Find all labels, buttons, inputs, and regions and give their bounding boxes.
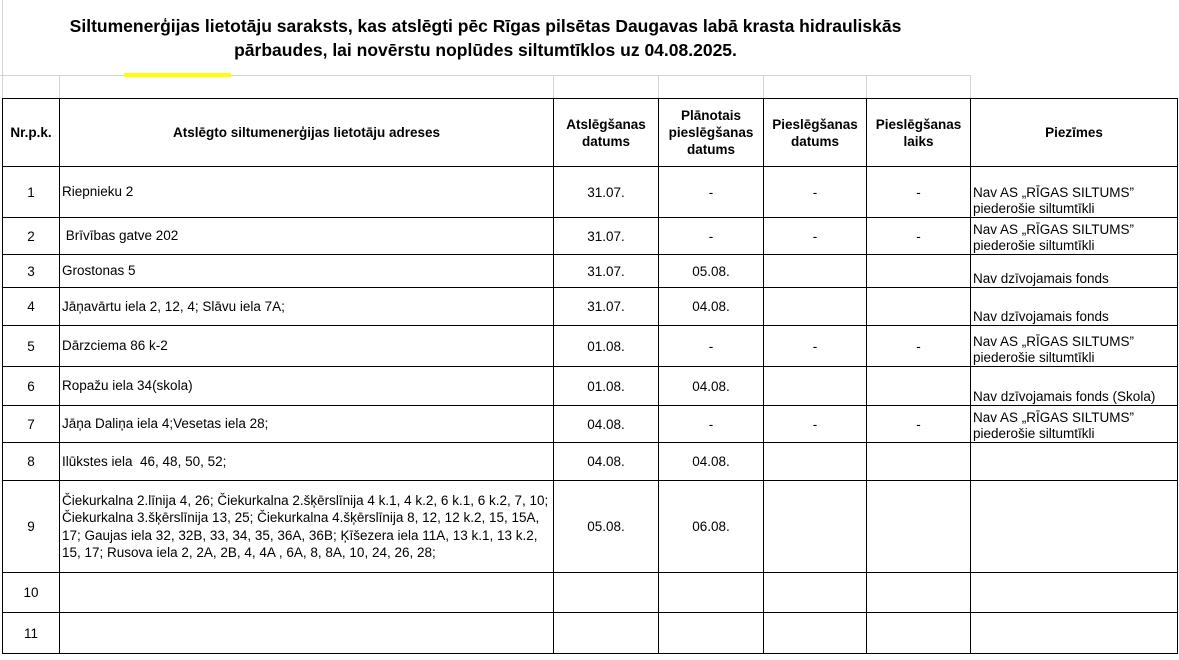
title-line-1: Siltumenerģijas lietotāju saraksts, kas atslēgti pēc Rīgas pilsētas Daugavas labā krasta hidrauliskās xyxy=(69,16,902,36)
cell-planned-date[interactable]: 06.08. xyxy=(659,481,764,573)
cell-address[interactable] xyxy=(60,573,554,613)
cell-address[interactable]: Ropažu iela 34(skola) xyxy=(60,367,554,406)
cell-on-time[interactable] xyxy=(867,367,971,406)
table-row xyxy=(3,443,1178,481)
cell-note[interactable] xyxy=(971,481,1178,573)
table-row xyxy=(3,367,1178,406)
cell-note[interactable]: Nav AS „RĪGAS SILTUMS” piederošie siltumtīkli xyxy=(971,167,1178,218)
cell-nr[interactable]: 9 xyxy=(3,481,60,573)
cell-nr[interactable]: 4 xyxy=(3,288,60,326)
users-table xyxy=(2,98,1178,654)
title-area xyxy=(0,0,971,76)
gridline xyxy=(763,76,764,98)
cell-on-date[interactable]: - xyxy=(764,326,867,367)
cell-address[interactable]: Dārzciema 86 k-2 xyxy=(60,326,554,367)
cell-note[interactable] xyxy=(971,613,1178,654)
header-nr[interactable]: Nr.p.k. xyxy=(3,99,60,167)
cell-address[interactable]: Riepnieku 2 xyxy=(60,167,554,218)
table-row xyxy=(3,218,1178,255)
gridline xyxy=(59,76,60,98)
cell-address[interactable]: Ilūkstes iela 46, 48, 50, 52; xyxy=(60,443,554,481)
cell-planned-date[interactable]: - xyxy=(659,167,764,218)
cell-off-date[interactable]: 04.08. xyxy=(554,406,659,443)
cell-nr[interactable]: 1 xyxy=(3,167,60,218)
cell-nr[interactable]: 7 xyxy=(3,406,60,443)
cell-off-date[interactable]: 31.07. xyxy=(554,218,659,255)
cell-on-date[interactable]: - xyxy=(764,167,867,218)
cell-off-date[interactable]: 01.08. xyxy=(554,367,659,406)
table-row xyxy=(3,255,1178,288)
cell-on-time[interactable] xyxy=(867,443,971,481)
cell-on-time[interactable]: - xyxy=(867,406,971,443)
header-notes[interactable]: Piezīmes xyxy=(971,99,1178,167)
cell-on-time[interactable] xyxy=(867,613,971,654)
cell-planned-date[interactable] xyxy=(659,613,764,654)
table-header-row xyxy=(3,99,1178,167)
cell-off-date[interactable]: 31.07. xyxy=(554,255,659,288)
cell-off-date[interactable]: 01.08. xyxy=(554,326,659,367)
cell-planned-date[interactable] xyxy=(659,573,764,613)
cell-on-date[interactable] xyxy=(764,367,867,406)
cell-off-date[interactable] xyxy=(554,573,659,613)
cell-on-time[interactable] xyxy=(867,288,971,326)
cell-note[interactable]: Nav AS „RĪGAS SILTUMS” piederošie siltumtīkli xyxy=(971,218,1178,255)
cell-address[interactable]: Brīvības gatve 202 xyxy=(60,218,554,255)
cell-note[interactable]: Nav dzīvojamais fonds (Skola) xyxy=(971,367,1178,406)
cell-note[interactable]: Nav AS „RĪGAS SILTUMS” piederošie siltumtīkli xyxy=(971,326,1178,367)
cell-on-date[interactable] xyxy=(764,613,867,654)
cell-address[interactable]: Jāņa Daliņa iela 4;Vesetas iela 28; xyxy=(60,406,554,443)
cell-nr[interactable]: 2 xyxy=(3,218,60,255)
gridline xyxy=(553,76,554,98)
cell-on-date[interactable] xyxy=(764,288,867,326)
cell-on-time[interactable]: - xyxy=(867,167,971,218)
table-row xyxy=(3,613,1178,654)
cell-on-time[interactable] xyxy=(867,481,971,573)
cell-planned-date[interactable]: - xyxy=(659,218,764,255)
cell-on-date[interactable] xyxy=(764,443,867,481)
gridline xyxy=(658,76,659,98)
header-on-time[interactable]: Pieslēgšanas laiks xyxy=(867,99,971,167)
header-planned-date[interactable]: Plānotais pieslēgšanas datums xyxy=(659,99,764,167)
cell-address[interactable]: Grostonas 5 xyxy=(60,255,554,288)
title-line-2: pārbaudes, lai novērstu noplūdes siltumtīklos uz 04.08.2025. xyxy=(234,40,737,60)
cell-nr[interactable]: 6 xyxy=(3,367,60,406)
table-row xyxy=(3,573,1178,613)
cell-off-date[interactable]: 04.08. xyxy=(554,443,659,481)
cell-planned-date[interactable]: 04.08. xyxy=(659,288,764,326)
cell-note[interactable] xyxy=(971,443,1178,481)
cell-planned-date[interactable]: 04.08. xyxy=(659,367,764,406)
table-row xyxy=(3,167,1178,218)
cell-on-time[interactable] xyxy=(867,573,971,613)
cell-on-time[interactable] xyxy=(867,255,971,288)
cell-nr[interactable]: 8 xyxy=(3,443,60,481)
cell-note[interactable]: Nav dzīvojamais fonds xyxy=(971,255,1178,288)
header-address[interactable]: Atslēgto siltumenerģijas lietotāju adreses xyxy=(60,99,554,167)
cell-on-date[interactable]: - xyxy=(764,406,867,443)
cell-on-time[interactable]: - xyxy=(867,218,971,255)
cell-nr[interactable]: 3 xyxy=(3,255,60,288)
cell-off-date[interactable]: 05.08. xyxy=(554,481,659,573)
empty-grid-row xyxy=(0,76,1179,98)
gridline xyxy=(866,76,867,98)
cell-on-date[interactable]: - xyxy=(764,218,867,255)
cell-nr[interactable]: 5 xyxy=(3,326,60,367)
cell-off-date[interactable]: 31.07. xyxy=(554,167,659,218)
table-row xyxy=(3,326,1178,367)
cell-on-time[interactable]: - xyxy=(867,326,971,367)
table-row xyxy=(3,406,1178,443)
gridline xyxy=(970,76,971,98)
cell-planned-date[interactable]: 05.08. xyxy=(659,255,764,288)
cell-planned-date[interactable]: 04.08. xyxy=(659,443,764,481)
table-row xyxy=(3,481,1178,573)
cell-nr[interactable]: 11 xyxy=(3,613,60,654)
cell-on-date[interactable] xyxy=(764,481,867,573)
cell-address[interactable] xyxy=(60,613,554,654)
cell-note[interactable]: Nav AS „RĪGAS SILTUMS” piederošie siltumtīkli xyxy=(971,406,1178,443)
document-title xyxy=(0,14,971,62)
cell-note[interactable] xyxy=(971,573,1178,613)
cell-planned-date[interactable]: - xyxy=(659,326,764,367)
table-row xyxy=(3,288,1178,326)
cell-nr[interactable]: 10 xyxy=(3,573,60,613)
cell-on-date[interactable] xyxy=(764,573,867,613)
cell-on-date[interactable] xyxy=(764,255,867,288)
header-on-date[interactable]: Pieslēgšanas datums xyxy=(764,99,867,167)
cell-off-date[interactable] xyxy=(554,613,659,654)
cell-planned-date[interactable]: - xyxy=(659,406,764,443)
header-off-date[interactable]: Atslēgšanas datums xyxy=(554,99,659,167)
cell-address[interactable]: Čiekurkalna 2.līnija 4, 26; Čiekurkalna 2.šķērslīnija 4 k.1, 4 k.2, 6 k.1, 6 k.2, 7, 10; Čiekurkalna 3.šķērslīnija 13, 25; Čiekurkalna 4.šķērslīnija 8, 12, 12 k.2, 15, 15A, 17; Gaujas iela 32, 32B, 33, 34, 35, 36A, 36B; Ķīšezera iela 11A, 13 k.1, 13 k.2, 15, 17; Rusova iela 2, 2A, 2B, 4, 4A , 6A, 8, 8A, 10, 24, 26, 28; xyxy=(60,481,554,573)
cell-note[interactable]: Nav dzīvojamais fonds xyxy=(971,288,1178,326)
cell-address[interactable]: Jāņavārtu iela 2, 12, 4; Slāvu iela 7A; xyxy=(60,288,554,326)
cell-off-date[interactable]: 31.07. xyxy=(554,288,659,326)
